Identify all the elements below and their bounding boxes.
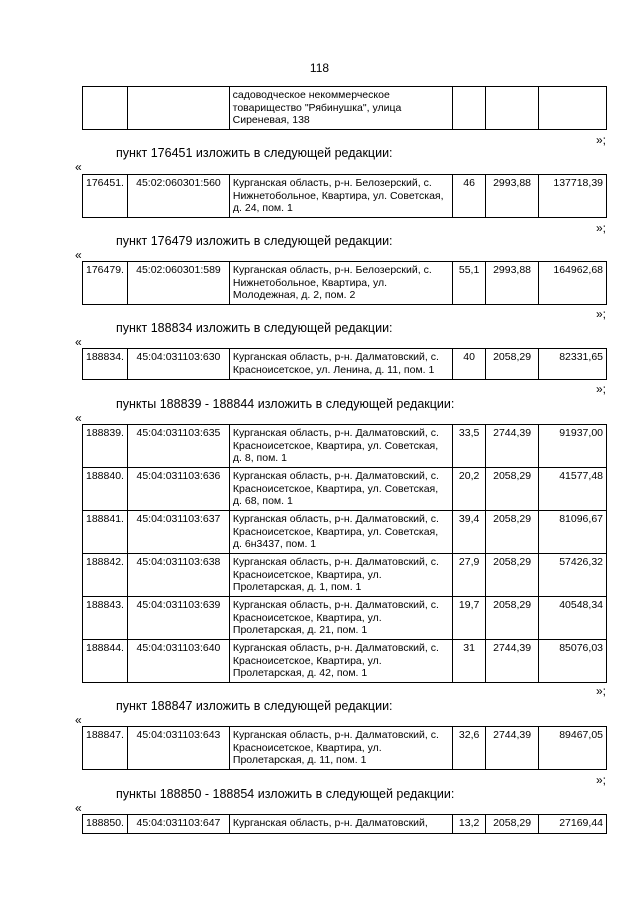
table-row <box>83 262 607 305</box>
cell-total: 57426,32 <box>539 554 607 597</box>
cell-total: 82331,65 <box>539 349 607 380</box>
cell-address: Курганская область, р-н. Далматовский, <box>229 815 452 834</box>
cell-address: Курганская область, р-н. Далматовский, с. Красноисетское, Квартира, ул. Советская, д. 68, пом. 1 <box>229 468 452 511</box>
table-row <box>83 640 607 683</box>
cell-total <box>539 87 607 130</box>
table-row <box>83 554 607 597</box>
cell-number: 188843. <box>83 597 128 640</box>
opening-quote: « <box>75 160 82 174</box>
page-number: 118 <box>309 61 330 75</box>
cell-area: 33,5 <box>453 425 486 468</box>
opening-quote: « <box>75 713 82 727</box>
cell-cadastral: 45:04:031103:643 <box>127 727 229 770</box>
instruction-text: пункт 176451 изложить в следующей редакции: <box>116 146 393 160</box>
table-row <box>83 349 607 380</box>
cell-area: 31 <box>453 640 486 683</box>
cell-cadastral: 45:04:031103:637 <box>127 511 229 554</box>
table-row <box>83 87 607 130</box>
opening-quote: « <box>75 801 82 815</box>
instruction-text: пункты 188850 - 188854 изложить в следующей редакции: <box>116 787 455 801</box>
cell-number: 188841. <box>83 511 128 554</box>
closing-quote: »; <box>596 773 607 787</box>
cell-area: 27,9 <box>453 554 486 597</box>
cell-address: Курганская область, р-н. Далматовский, с. Красноисетское, Квартира, ул. Советская, д. 6н3437, пом. 1 <box>229 511 452 554</box>
closing-quote: »; <box>596 382 607 396</box>
cell-total: 164962,68 <box>539 262 607 305</box>
table-row <box>83 175 607 218</box>
cell-number: 188847. <box>83 727 128 770</box>
cell-price: 2744,39 <box>486 727 539 770</box>
cell-area: 39,4 <box>453 511 486 554</box>
cell-number <box>83 87 128 130</box>
instruction-text: пункты 188839 - 188844 изложить в следующей редакции: <box>116 397 455 411</box>
cell-total: 89467,05 <box>539 727 607 770</box>
opening-quote: « <box>75 335 82 349</box>
cell-area: 55,1 <box>453 262 486 305</box>
cell-address: Курганская область, р-н. Белозерский, с. Нижнетобольное, Квартира, ул. Молодежная, д. 2, пом. 2 <box>229 262 452 305</box>
cell-area: 32,6 <box>453 727 486 770</box>
instruction-text: пункт 176479 изложить в следующей редакции: <box>116 234 393 248</box>
table-row <box>83 511 607 554</box>
instruction-text: пункт 188834 изложить в следующей редакции: <box>116 321 393 335</box>
table-176451 <box>82 174 607 218</box>
cell-area <box>453 87 486 130</box>
opening-quote: « <box>75 411 82 425</box>
table-row <box>83 425 607 468</box>
table-176479 <box>82 261 607 305</box>
closing-quote: »; <box>596 133 607 147</box>
cell-cadastral: 45:04:031103:635 <box>127 425 229 468</box>
cell-number: 188840. <box>83 468 128 511</box>
cell-number: 176479. <box>83 262 128 305</box>
table-188834 <box>82 348 607 380</box>
table-row <box>83 815 607 834</box>
table-top-continuation <box>82 86 607 130</box>
cell-cadastral: 45:04:031103:636 <box>127 468 229 511</box>
instruction-text: пункт 188847 изложить в следующей редакции: <box>116 699 393 713</box>
cell-price <box>486 87 539 130</box>
cell-address: Курганская область, р-н. Далматовский, с. Красноисетское, Квартира, ул. Пролетарская, д. 11, пом. 1 <box>229 727 452 770</box>
table-188839-188844 <box>82 424 607 683</box>
cell-total: 40548,34 <box>539 597 607 640</box>
cell-cadastral: 45:04:031103:638 <box>127 554 229 597</box>
cell-area: 13,2 <box>453 815 486 834</box>
cell-address: Курганская область, р-н. Далматовский, с. Красноисетское, Квартира, ул. Советская, д. 8, пом. 1 <box>229 425 452 468</box>
cell-area: 20,2 <box>453 468 486 511</box>
cell-cadastral: 45:02:060301:560 <box>127 175 229 218</box>
cell-price: 2744,39 <box>486 425 539 468</box>
cell-price: 2058,29 <box>486 597 539 640</box>
closing-quote: »; <box>596 684 607 698</box>
cell-number: 188834. <box>83 349 128 380</box>
table-row <box>83 468 607 511</box>
cell-cadastral: 45:04:031103:647 <box>127 815 229 834</box>
cell-address: Курганская область, р-н. Далматовский, с. Красноисетское, Квартира, ул. Пролетарская, д. 21, пом. 1 <box>229 597 452 640</box>
cell-address: Курганская область, р-н. Далматовский, с. Красноисетское, Квартира, ул. Пролетарская, д. 1, пом. 1 <box>229 554 452 597</box>
table-row <box>83 727 607 770</box>
cell-number: 188842. <box>83 554 128 597</box>
cell-cadastral: 45:02:060301:589 <box>127 262 229 305</box>
cell-cadastral: 45:04:031103:639 <box>127 597 229 640</box>
cell-total: 137718,39 <box>539 175 607 218</box>
cell-cadastral <box>127 87 229 130</box>
cell-area: 19,7 <box>453 597 486 640</box>
cell-price: 2993,88 <box>486 262 539 305</box>
cell-price: 2058,29 <box>486 349 539 380</box>
cell-total: 85076,03 <box>539 640 607 683</box>
cell-price: 2744,39 <box>486 640 539 683</box>
cell-number: 188839. <box>83 425 128 468</box>
cell-total: 41577,48 <box>539 468 607 511</box>
table-row <box>83 597 607 640</box>
cell-price: 2058,29 <box>486 554 539 597</box>
cell-address: Курганская область, р-н. Далматовский, с. Красноисетское, Квартира, ул. Пролетарская, д. 42, пом. 1 <box>229 640 452 683</box>
cell-area: 40 <box>453 349 486 380</box>
cell-total: 27169,44 <box>539 815 607 834</box>
cell-address: садоводческое некоммерческое товарищество "Рябинушка", улица Сиреневая, 138 <box>229 87 453 130</box>
cell-cadastral: 45:04:031103:630 <box>127 349 229 380</box>
cell-total: 81096,67 <box>539 511 607 554</box>
opening-quote: « <box>75 248 82 262</box>
cell-price: 2058,29 <box>486 511 539 554</box>
cell-address: Курганская область, р-н. Белозерский, с. Нижнетобольное, Квартира, ул. Советская, д. 24, пом. 1 <box>229 175 452 218</box>
table-188847 <box>82 726 607 770</box>
table-188850-188854 <box>82 814 607 834</box>
cell-total: 91937,00 <box>539 425 607 468</box>
cell-price: 2058,29 <box>486 815 539 834</box>
cell-number: 176451. <box>83 175 128 218</box>
cell-number: 188850. <box>83 815 128 834</box>
cell-price: 2993,88 <box>486 175 539 218</box>
closing-quote: »; <box>596 221 607 235</box>
cell-address: Курганская область, р-н. Далматовский, с. Красноисетское, ул. Ленина, д. 11, пом. 1 <box>229 349 452 380</box>
cell-price: 2058,29 <box>486 468 539 511</box>
cell-cadastral: 45:04:031103:640 <box>127 640 229 683</box>
cell-number: 188844. <box>83 640 128 683</box>
cell-area: 46 <box>453 175 486 218</box>
closing-quote: »; <box>596 307 607 321</box>
